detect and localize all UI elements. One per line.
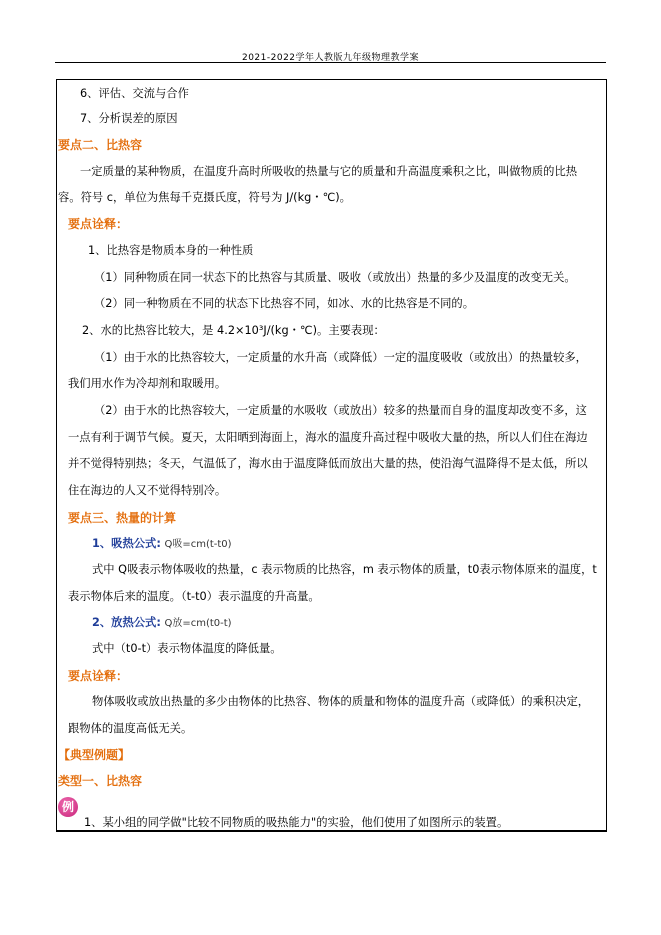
type-heading: 类型一、比热容 [58,774,143,788]
example-divider [56,831,607,832]
note-heading: 要点诠释： [68,217,129,231]
note-item: 2、水的比热容比较大，是 4.2×10³J/(kg・℃)。主要表现： [82,324,385,337]
item-6: 6、评估、交流与合作 [80,87,189,100]
section-heading-3: 要点三、热量的计算 [68,511,177,525]
note-subitem: （2）同一种物质在不同的状态下比热容不同，如冰、水的比热容是不同的。 [94,297,474,310]
page-header: 2021-2022学年人教版九年级物理教学案 [241,53,420,63]
formula-row [92,536,232,553]
formula: Q放=cm(t0-t) [164,618,232,629]
example-icon: 例 [58,797,78,817]
note-subitem: 并不觉得特别热；冬天，气温低了，海水由于温度降低而放出大量的热，使沿海气温降得不是太低，所以 [68,457,588,470]
paragraph-line: 式中（t0-t）表示物体温度的降低量。 [92,642,282,655]
note-subitem: 一点有利于调节气候。夏天，太阳晒到海面上，海水的温度升高过程中吸收大量的热，所以人们住在海边 [68,431,588,444]
example-question: 1、某小组的同学做"比较不同物质的吸热能力"的实验，他们使用了如图所示的装置。 [84,816,509,829]
formula-row [92,615,232,632]
formula-label: 2、放热公式: [92,616,161,629]
paragraph-line: 跟物体的温度高低无关。 [68,722,193,735]
note-subitem: （1）同种物质在同一状态下的比热容与其质量、吸收（或放出）热量的多少及温度的改变无关。 [94,271,576,284]
note-subitem: （1）由于水的比热容较大，一定质量的水升高（或降低）一定的温度吸收（或放出）的热量较多， [94,351,587,364]
formula: Q吸=cm(t-t0) [164,539,232,550]
note-heading: 要点诠释： [68,669,129,683]
paragraph-line: 一定质量的某种物质，在温度升高时所吸收的热量与它的质量和升高温度乘积之比，叫做物质的比热 [80,165,578,178]
paragraph-line: 物体吸收或放出热量的多少由物体的比热容、物体的质量和物体的温度升高（或降低）的乘积决定， [92,695,590,708]
note-subitem: 我们用水作为冷却剂和取暖用。 [68,377,227,390]
note-subitem: 住在海边的人又不觉得特别冷。 [68,484,227,497]
header-divider [55,62,606,63]
item-7: 7、分析误差的原因 [80,112,178,125]
section-heading-2: 要点二、比热容 [58,138,143,152]
note-item: 1、比热容是物质本身的一种性质 [88,244,254,257]
paragraph-line: 式中 Q吸表示物体吸收的热量，c 表示物质的比热容，m 表示物体的质量，t0表示物体原来的温度，t [92,563,597,576]
paragraph-line: 容。符号 c，单位为焦每千克摄氏度，符号为 J/(kg・℃)。 [58,191,351,204]
typical-examples-heading: 【典型例题】 [58,748,131,762]
note-subitem: （2）由于水的比热容较大，一定质量的水吸收（或放出）较多的热量而自身的温度却改变不多，这 [94,404,587,417]
formula-label: 1、吸热公式: [92,537,161,550]
paragraph-line: 表示物体后来的温度。（t-t0）表示温度的升高量。 [68,590,320,603]
